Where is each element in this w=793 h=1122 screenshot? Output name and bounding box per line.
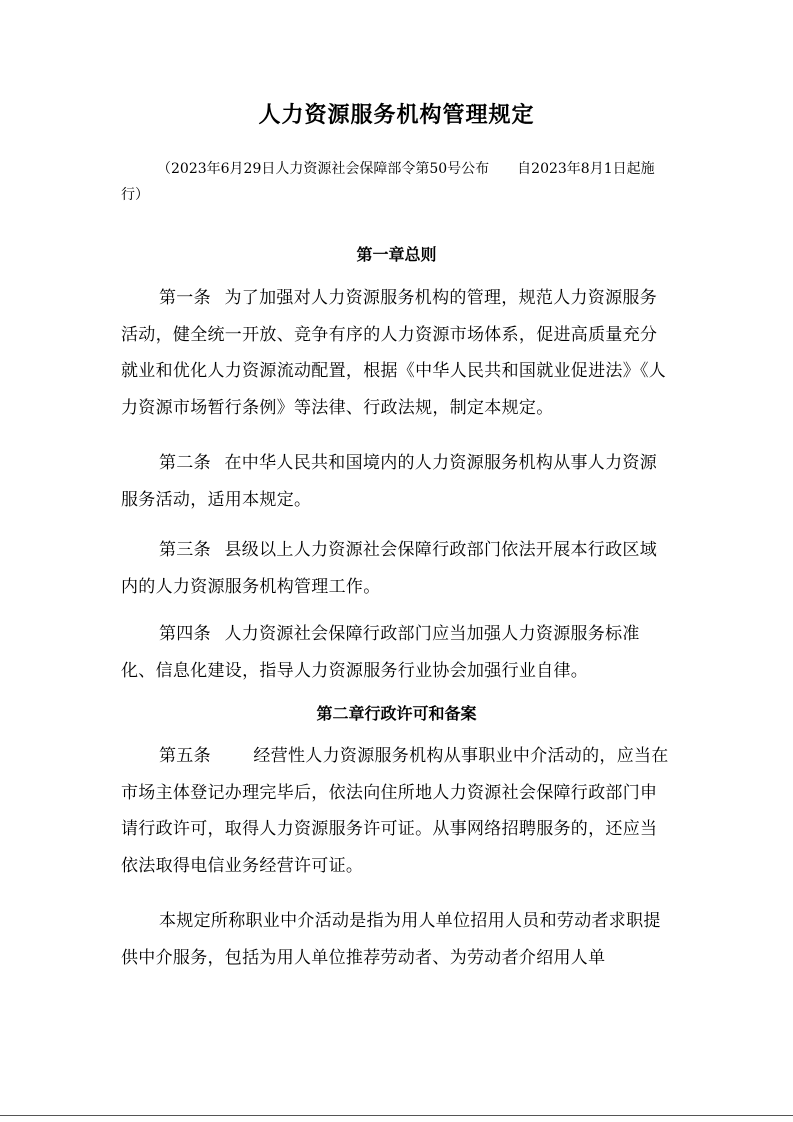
article-text: 经营性人力资源服务机构从事职业中介活动的，应当在市场主体登记办理完毕后，依法向住所地人力资源社会保障行政部门申请行政许可，取得人力资源服务许可证。从事网络招聘服务的，还应当依法取得电信业务经营许可证。: [121, 746, 669, 876]
document-title: 人力资源服务机构管理规定: [258, 102, 535, 128]
article-number: 第五条: [159, 746, 211, 766]
article-number: 第一条: [159, 288, 211, 308]
article-number: 第三条: [159, 540, 211, 560]
article-text: 县级以上人力资源社会保障行政部门依法开展本行政区域内的人力资源服务机构管理工作。: [121, 540, 657, 597]
article-text: 为了加强对人力资源服务机构的管理，规范人力资源服务活动，健全统一开放、竞争有序的人力资源市场体系，促进高质量充分就业和优化人力资源流动配置，根据《中华人民共和国就业促进法》《人力资源市场暂行条例》等法律、行政法规，制定本规定。: [121, 288, 667, 418]
chapter-heading-1: 第一章总则: [356, 245, 437, 264]
chapter-heading-2: 第二章行政许可和备案: [316, 704, 477, 723]
article-number: 第四条: [159, 624, 211, 644]
article-3: [121, 532, 673, 605]
definition-paragraph: 本规定所称职业中介活动是指为用人单位招用人员和劳动者求职提供中介服务，包括为用人单位推荐劳动者、为劳动者介绍用人单: [121, 911, 661, 968]
article-2: [121, 445, 673, 518]
article-text: 在中华人民共和国境内的人力资源服务机构从事人力资源服务活动，适用本规定。: [121, 453, 657, 510]
article-5: [121, 738, 673, 884]
promulgation-note: （2023年6月29日人力资源社会保障部令第50号公布 自2023年8月1日起施行）: [121, 161, 655, 203]
page-bottom-divider: [0, 1115, 793, 1116]
article-1: [121, 280, 673, 426]
article-text: 人力资源社会保障行政部门应当加强人力资源服务标准化、信息化建设，指导人力资源服务行业协会加强行业自律。: [121, 624, 640, 681]
article-number: 第二条: [159, 453, 211, 473]
article-4: [121, 616, 673, 689]
